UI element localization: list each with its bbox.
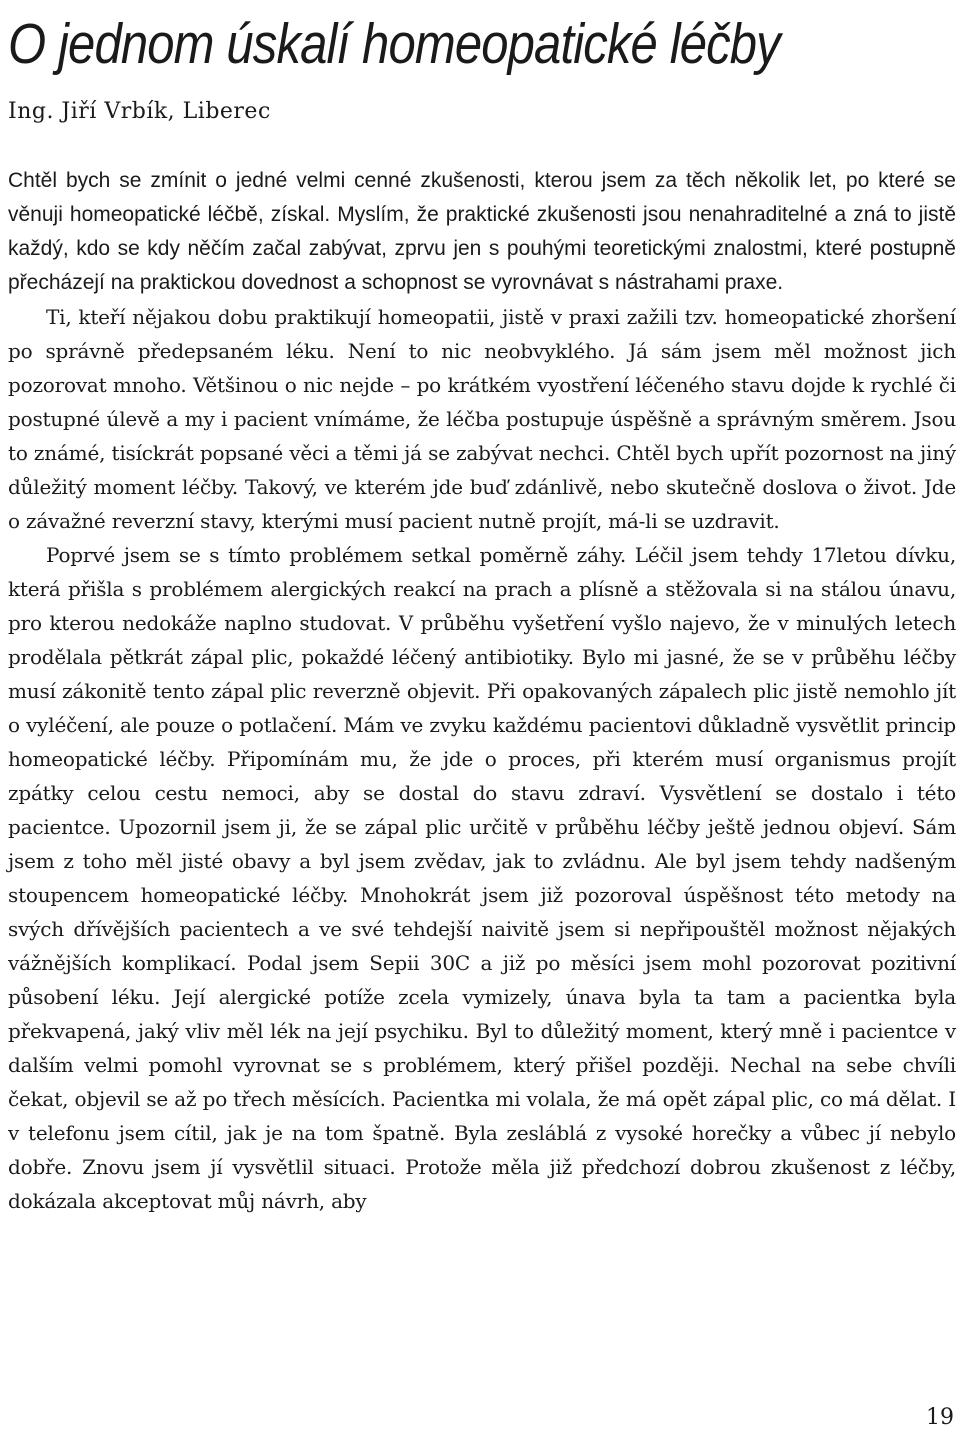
paragraph-1: Chtěl bych se zmínit o jedné velmi cenné zkušenosti, kterou jsem za těch několik let, po které se věnuji homeopatické léčbě, získal. Myslím, že praktické zkušenosti jsou nenahraditelné a zná to jistě každý, kdo se kdy něčím začal zabývat, zprvu jen s pouhými teoretickými znalostmi, které postupně přecházejí na praktickou dovednost a schopnost se vyrovnávat s nástrahami praxe. [8,169,956,294]
article-title: O jednom úskalí homeopatické léčby [8,12,780,76]
page-number: 19 [926,1405,954,1430]
paragraph-2: Ti, kteří nějakou dobu praktikují homeopatii, jistě v praxi zažili tzv. homeopatické zhoršení po správně předepsaném léku. Není to nic neobvyklého. Já sám jsem měl možnost jich pozorovat mnoho. Většinou o nic nejde – po krátkém vyostření léčeného stavu dojde k rychlé či postupné úlevě a my i pacient vnímáme, že léčba postupuje úspěšně a správným směrem. Jsou to známé, tisíckrát popsané věci a těmi já se zabývat nechci. Chtěl bych upřít pozornost na jiný důležitý moment léčby. Takový, ve kterém jde buď zdánlivě, nebo skutečně doslova o život. Jde o závažné reverzní stavy, kterými musí pacient nutně projít, má-li se uzdravit. [8,305,956,533]
paragraph-3: Poprvé jsem se s tímto problémem setkal poměrně záhy. Léčil jsem tehdy 17letou dívku, která přišla s problémem alergických reakcí na prach a plísně a stěžovala si na stálou únavu, pro kterou nedokáže naplno studovat. V průběhu vyšetření vyšlo najevo, že v minulých letech prodělala pětkrát zápal plic, pokaždé léčený antibiotiky. Bylo mi jasné, že se v průběhu léčby musí zákonitě tento zápal plic reverzně objevit. Při opakovaných zápalech plic jistě nemohlo jít o vyléčení, ale pouze o potlačení. Mám ve zvyku každému pacientovi důkladně vysvětlit princip homeopatické léčby. Připomínám mu, že jde o proces, při kterém musí organismus projít zpátky celou cestu nemoci, aby se dostal do stavu zdraví. Vysvětlení se dostalo i této pacientce. Upozornil jsem ji, že se zápal plic určitě v průběhu léčby ještě jednou objeví. Sám jsem z toho měl jisté obavy a byl jsem zvědav, jak to zvládnu. Ale byl jsem tehdy nadšeným stoupencem homeopatické léčby. Mnohokrát jsem již pozoroval úspěšnost této metody na svých dřívějších pacientech a ve své tehdejší naivitě jsem si nepřipouštěl možnost nějakých vážnějších komplikací. Podal jsem Sepii 30C a již po měsíci jsem mohl pozorovat pozitivní působení léku. Její alergické potíže zcela vymizely, únava byla ta tam a pacientka byla překvapená, jaký vliv měl lék na její psychiku. Byl to důležitý moment, který mně i pacientce v dalším velmi pomohl vyrovnat se s problémem, který přišel později. Nechal na sebe chvíli čekat, objevil se až po třech měsících. Pacientka mi volala, že má opět zápal plic, co má dělat. I v telefonu jsem cítil, jak je na tom špatně. Byla zesláblá z vysoké horečky a vůbec jí nebylo dobře. Znovu jsem jí vysvětlil situaci. Protože měla již předchozí dobrou zkušenost z léčby, dokázala akceptovat můj návrh, aby [8,543,956,1213]
article-page [8,0,956,1218]
article-body [8,164,956,1218]
article-author: Ing. Jiří Vrbík, Liberec [8,99,271,124]
